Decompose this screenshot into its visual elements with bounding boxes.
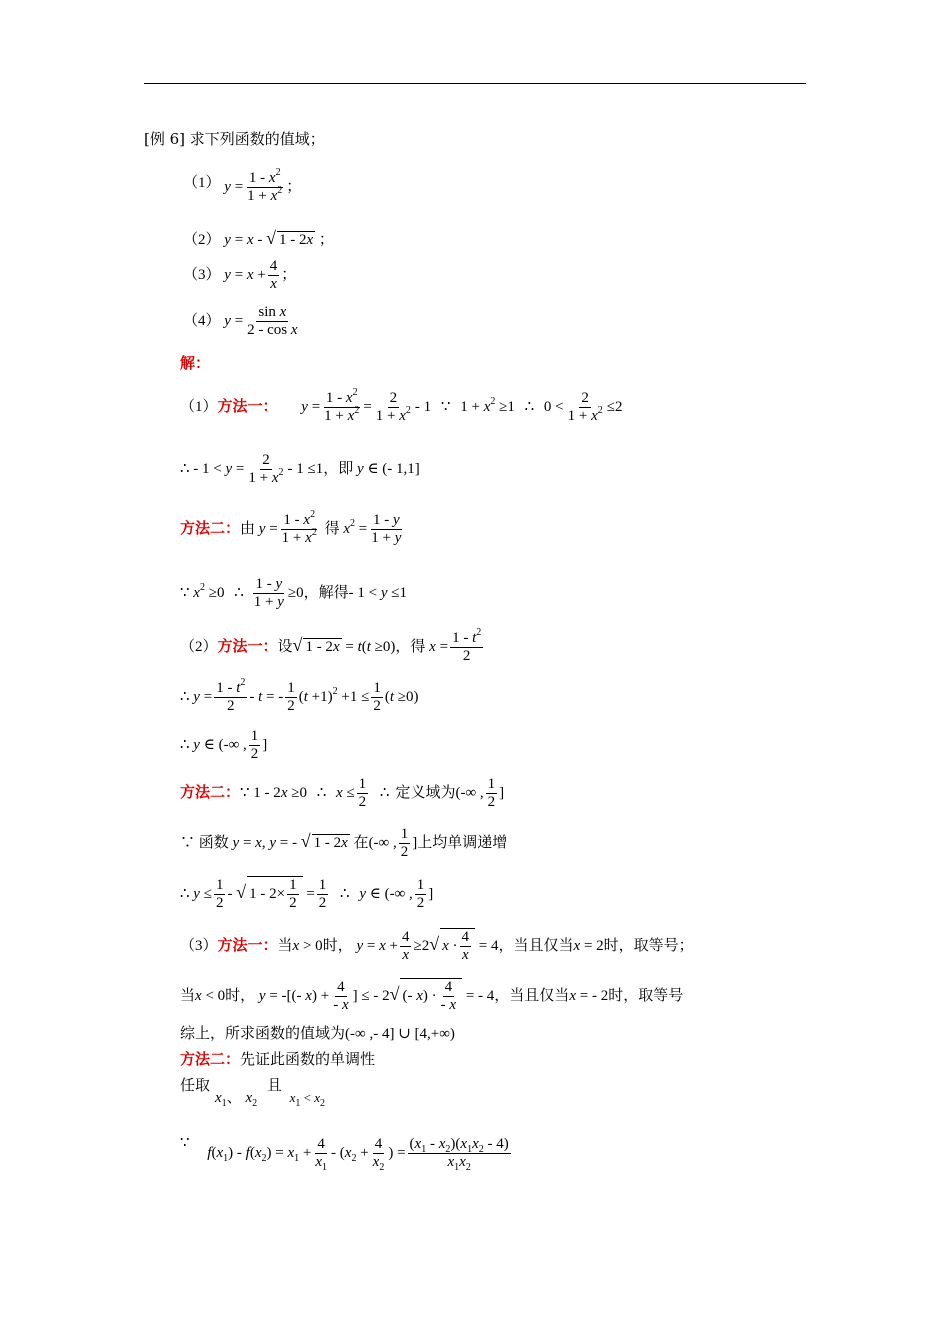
part2-method2-conclusion: ∴ y ≤ $\frac{1}{2}$ - √ 1 - 2× $\frac{1}{2}$ = $\frac{1}{2}$ ∴ y ∈ (-∞ , $\frac{1}{2}$ ]	[180, 877, 434, 912]
part2-method1-line: （2）方法一：设√ 1 - 2x = t(t ≥0)，得 x = $\frac{1 - t^2}{2}$	[180, 627, 482, 665]
example-title: [例 6] 求下列函数的值域；	[144, 130, 325, 148]
part1-method2-line: 方法二：由 y = $\frac{1 - x^2}{1 + x^2}$ 得 $x^2$ = $\frac{1 - y}{1 + y}$	[180, 509, 402, 547]
part1-method1-line: （1）方法一： y = $\frac{1 - x^2}{1 + x^2}$ = $\frac{2}{1 + x^2}$ - 1 ∵ $1 + x^2 \ge 1$ ∴ 0 < $\frac{2}{1 + x^2}$ ≤2	[180, 387, 623, 425]
part1-method2-result: ∵ $x^2 \ge 0$ ∴ $\frac{1 - y}{1 + y}$ ≥0，解得- 1 < y ≤1	[180, 576, 408, 611]
problem-4: （4） y = $\frac{\text{sin x}}{\text{2 - cos x}}$	[183, 304, 298, 339]
part3-summary: 综上，所求函数的值域为(-∞ ,- 4] ∪ [4,+∞)	[180, 1026, 455, 1042]
part2-eq1: ∴ y = $\frac{1 - t^2}{2}$ - t = - $\frac{1}{2}$ $(t +1)^2 +1$ ≤ $\frac{1}{2}$ (t ≥0)	[180, 677, 419, 715]
part2-range: ∴ y ∈ (-∞ , $\frac{1}{2}$ ]	[180, 728, 268, 763]
part3-renqu: 任取	[180, 1078, 211, 1094]
problem-3: （3） y = x + $\frac{4}{x}$ ；	[183, 258, 297, 293]
part3-method1-line2: 当x < 0时， y = -[(- x) + $\frac{4}{- x}$ ] ≤ - 2√ (- x) · $\frac{4}{- x}$ = - 4，当且仅当x = - 2时，取等号	[180, 979, 684, 1014]
solution-heading: 解：	[180, 354, 211, 372]
header-rule	[144, 83, 806, 84]
part1-conclusion: ∴ - 1 < y = $\frac{2}{1 + x^2}$ - 1 ≤1，即 y ∈ (- 1,1]	[180, 452, 420, 487]
problem-1: （1） y = $\frac{1 - x^2}{1 + x^2}$ ；	[183, 167, 302, 205]
part3-method2: 方法二：先证此函数的单调性	[180, 1052, 376, 1068]
problem-2: （2） y = x - √ 1 - 2x ；	[183, 228, 334, 248]
part3-method1-line1: （3）方法一：当x > 0时， y = x + $\frac{4}{x}$ ≥2√ x · $\frac{4}{x}$ = 4，当且仅当x = 2时，取等号；	[180, 929, 694, 964]
part2-monotonic: ∵ 函数 y = x, y = - √ 1 - 2x 在(-∞ , $\frac{1}{2}$ ]上均单调递增	[180, 826, 508, 861]
part3-difference: ∵ $f(x_1) - f(x_2) = x_1$ + $\frac{4}{x_1}$ - ($x_2$ + $\frac{4}{x_2}$ ) = $\frac{(x_1 - x_2)(x_1x_2 - 4)}{x_1x_2}$	[180, 1135, 509, 1174]
part2-method2-line: 方法二：∵ 1 - 2x ≥0 ∴ x ≤ $\frac{1}{2}$ ∴ 定义域为(-∞ , $\frac{1}{2}$ ]	[180, 776, 505, 811]
part3-choose-vars: $x_1$、 $x_2$ 且 $x_1 < x_2$	[215, 1078, 326, 1109]
